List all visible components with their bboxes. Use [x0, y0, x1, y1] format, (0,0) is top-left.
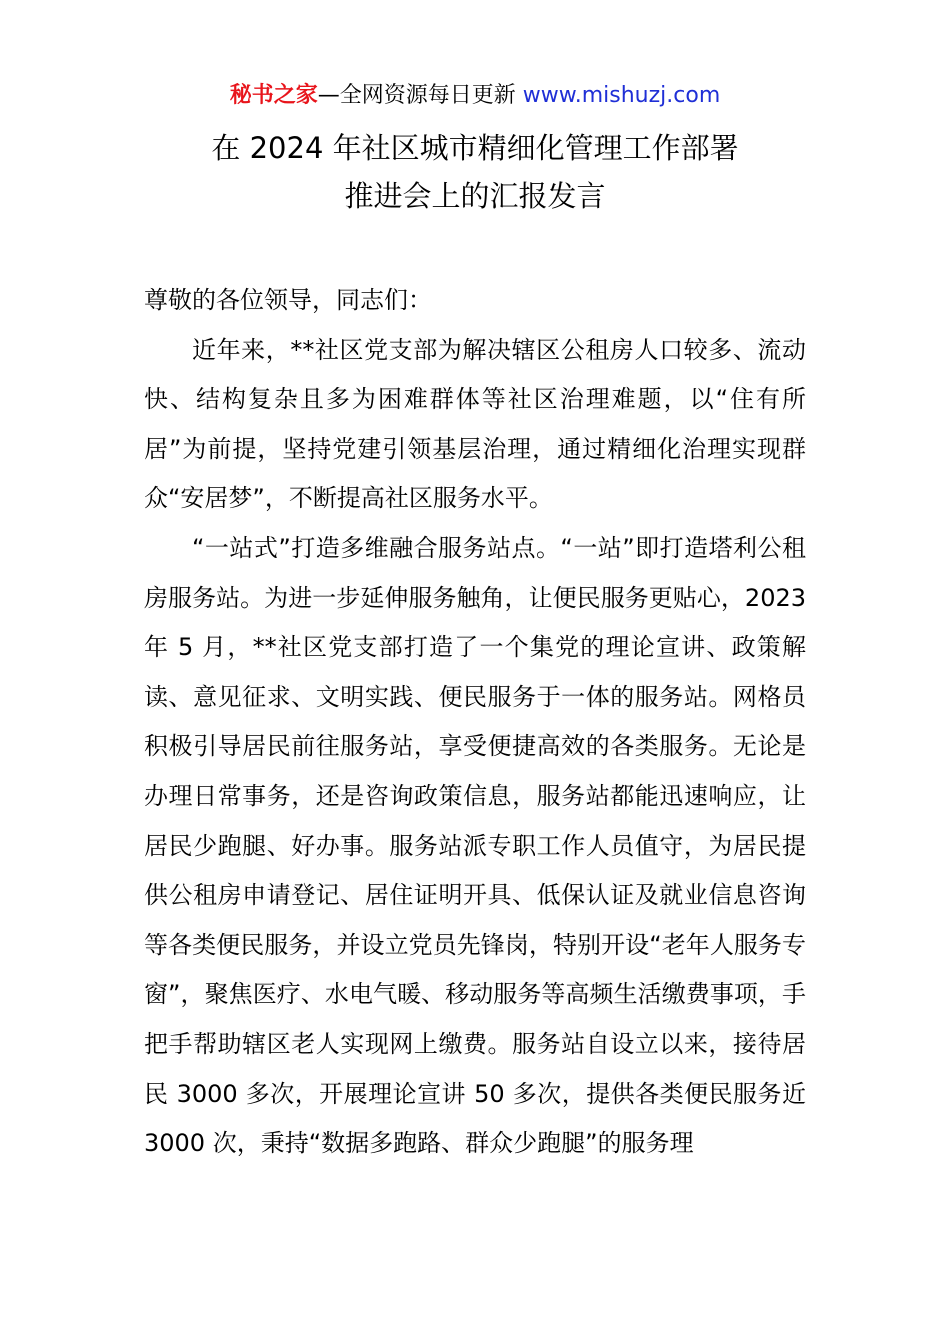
paragraph: “一站式”打造多维融合服务站点。“一站”即打造塔利公租房服务站。为进一步延伸服务触角，让便民服务更贴心，2023 年 5 月，**社区党支部打造了一个集党的理论宣讲、政策解读、意见征求、文明实践、便民服务于一体的服务站。网格员积极引导居民前往服务站，享受便捷高效的各类服务。无论是办理日常事务，还是咨询政策信息，服务站都能迅速响应，让居民少跑腿、好办事。服务站派专职工作人员值守，为居民提供公租房申请登记、居住证明开具、低保认证及就业信息咨询等各类便民服务，并设立党员先锋岗，特别开设“老年人服务专窗”，聚焦医疗、水电气暖、移动服务等高频生活缴费事项，手把手帮助辖区老人实现网上缴费。服务站自设立以来，接待居民 3000 多次，开展理论宣讲 50 多次，提供各类便民服务近 3000 次，秉持“数据多跑路、群众少跑腿”的服务理 — [144, 533, 806, 1158]
banner-brand: 秘书之家 — [229, 83, 318, 108]
document-title-line-2: 推进会上的汇报发言 — [344, 179, 606, 213]
site-banner — [0, 80, 950, 112]
document-title-line-1: 在 2024 年社区城市精细化管理工作部署 — [211, 131, 739, 165]
banner-site-link[interactable]: www.mishuzj.com — [522, 83, 721, 108]
salutation: 尊敬的各位领导，同志们： — [144, 286, 432, 314]
banner-slogan: —全网资源每日更新 — [317, 83, 523, 108]
document-body — [144, 276, 806, 1169]
paragraph: 近年来，**社区党支部为解决辖区公租房人口较多、流动快、结构复杂且多为困难群体等社区治理难题，以“住有所居”为前提，坚持党建引领基层治理，通过精细化治理实现群众“安居梦”，不断提高社区服务水平。 — [144, 335, 806, 513]
